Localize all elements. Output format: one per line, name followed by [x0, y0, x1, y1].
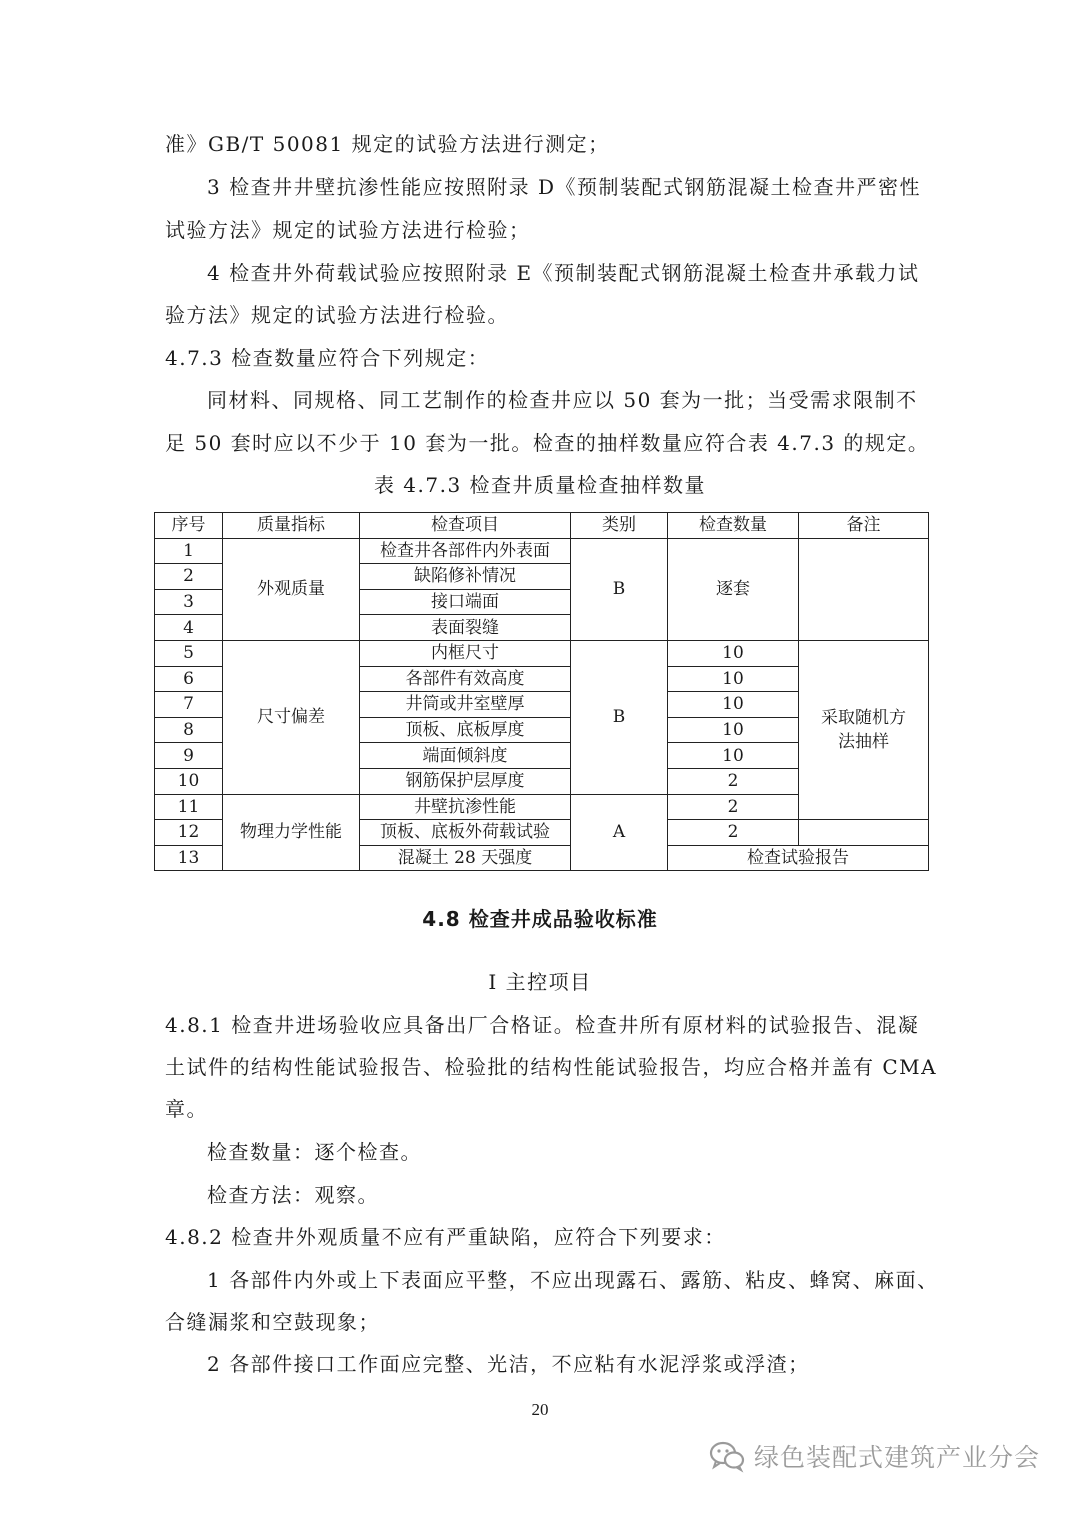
row-number: 12 [155, 820, 223, 846]
paragraph-line: 足 50 套时应以不少于 10 套为一批。检查的抽样数量应符合表 4.7.3 的规定。 [165, 431, 930, 455]
report-cell: 检查试验报告 [668, 845, 929, 871]
row-number: 8 [155, 717, 223, 743]
inspection-item: 表面裂缝 [360, 615, 571, 641]
inspection-item: 井筒或井室壁厚 [360, 692, 571, 718]
inspection-item: 内框尺寸 [360, 640, 571, 666]
quantity-cell: 2 [668, 794, 799, 820]
watermark-text: 绿色装配式建筑产业分会 [754, 1443, 1041, 1472]
paragraph-line: 1 各部件内外或上下表面应平整，不应出现露石、露筋、粘皮、蜂窝、麻面、 [207, 1268, 939, 1292]
inspection-item: 顶板、底板外荷载试验 [360, 820, 571, 846]
inspection-item: 混凝土 28 天强度 [360, 845, 571, 871]
column-header: 备注 [799, 513, 929, 539]
quantity-cell: 10 [668, 666, 799, 692]
wechat-icon [708, 1439, 746, 1473]
paragraph-line: 土试件的结构性能试验报告、检验批的结构性能试验报告，均应合格并盖有 CMA [165, 1055, 938, 1079]
paragraph-line: 4.7.3 检查数量应符合下列规定： [165, 346, 490, 370]
quality-group-cell: 尺寸偏差 [223, 640, 360, 794]
row-number: 5 [155, 640, 223, 666]
page-number: 20 [531, 1400, 549, 1419]
paragraph-line: 验方法》规定的试验方法进行检验。 [165, 303, 509, 327]
paragraph-line: 4.8.2 检查井外观质量不应有严重缺陷，应符合下列要求： [165, 1225, 726, 1249]
row-number: 1 [155, 538, 223, 564]
table-caption: 表 4.7.3 检查井质量检查抽样数量 [373, 473, 707, 497]
quality-group-cell: 外观质量 [223, 538, 360, 640]
quality-group-cell: 物理力学性能 [223, 794, 360, 871]
quantity-cell: 2 [668, 768, 799, 794]
inspection-item: 钢筋保护层厚度 [360, 768, 571, 794]
table-row [155, 640, 929, 666]
table-header-row [155, 513, 929, 539]
paragraph-line: 准》GB/T 50081 规定的试验方法进行测定； [165, 132, 610, 156]
paragraph-line: 3 检查井井壁抗渗性能应按照附录 D《预制装配式钢筋混凝土检查井严密性 [207, 175, 921, 199]
paragraph-line: 试验方法》规定的试验方法进行检验； [165, 218, 531, 242]
category-cell: A [571, 794, 668, 871]
column-header: 检查项目 [360, 513, 571, 539]
row-number: 2 [155, 564, 223, 590]
inspection-item: 端面倾斜度 [360, 743, 571, 769]
row-number: 6 [155, 666, 223, 692]
inspection-item: 检查井各部件内外表面 [360, 538, 571, 564]
row-number: 13 [155, 845, 223, 871]
remark-cell [799, 538, 929, 640]
quantity-cell: 10 [668, 692, 799, 718]
quantity-cell: 2 [668, 820, 799, 846]
inspection-item: 接口端面 [360, 589, 571, 615]
row-number: 10 [155, 768, 223, 794]
paragraph-line: 4.8.1 检查井进场验收应具备出厂合格证。检查井所有原材料的试验报告、混凝 [165, 1013, 920, 1037]
column-header: 质量指标 [223, 513, 360, 539]
inspection-item: 井壁抗渗性能 [360, 794, 571, 820]
quantity-cell: 逐套 [668, 538, 799, 640]
quantity-cell: 10 [668, 743, 799, 769]
column-header: 类别 [571, 513, 668, 539]
remark-text: 采取随机方法抽样 [821, 708, 906, 753]
row-number: 11 [155, 794, 223, 820]
paragraph-line: 检查方法：观察。 [207, 1183, 379, 1207]
section-heading: 4.8 检查井成品验收标准 [422, 907, 658, 931]
table-row [155, 538, 929, 564]
inspection-item: 缺陷修补情况 [360, 564, 571, 590]
paragraph-line: 章。 [165, 1097, 208, 1121]
paragraph-line: 4 检查井外荷载试验应按照附录 E《预制装配式钢筋混凝土检查井承载力试 [207, 261, 920, 285]
paragraph-line: 检查数量：逐个检查。 [207, 1140, 422, 1164]
paragraph-line: 合缝漏浆和空鼓现象； [165, 1310, 380, 1334]
row-number: 4 [155, 615, 223, 641]
column-header: 序号 [155, 513, 223, 539]
quantity-cell: 10 [668, 640, 799, 666]
column-header: 检查数量 [668, 513, 799, 539]
category-cell: B [571, 538, 668, 640]
row-number: 9 [155, 743, 223, 769]
paragraph-line: 同材料、同规格、同工艺制作的检查井应以 50 套为一批；当受需求限制不 [207, 388, 918, 412]
quantity-cell: 10 [668, 717, 799, 743]
paragraph-line: 2 各部件接口工作面应完整、光洁，不应粘有水泥浮浆或浮渣； [207, 1352, 810, 1376]
inspection-item: 各部件有效高度 [360, 666, 571, 692]
row-number: 3 [155, 589, 223, 615]
inspection-item: 顶板、底板厚度 [360, 717, 571, 743]
category-cell: B [571, 640, 668, 794]
remark-cell [799, 820, 929, 846]
inspection-table [154, 512, 929, 871]
row-number: 7 [155, 692, 223, 718]
watermark [708, 1436, 1040, 1476]
remark-cell [799, 640, 929, 819]
subsection-heading: I 主控项目 [488, 970, 592, 994]
